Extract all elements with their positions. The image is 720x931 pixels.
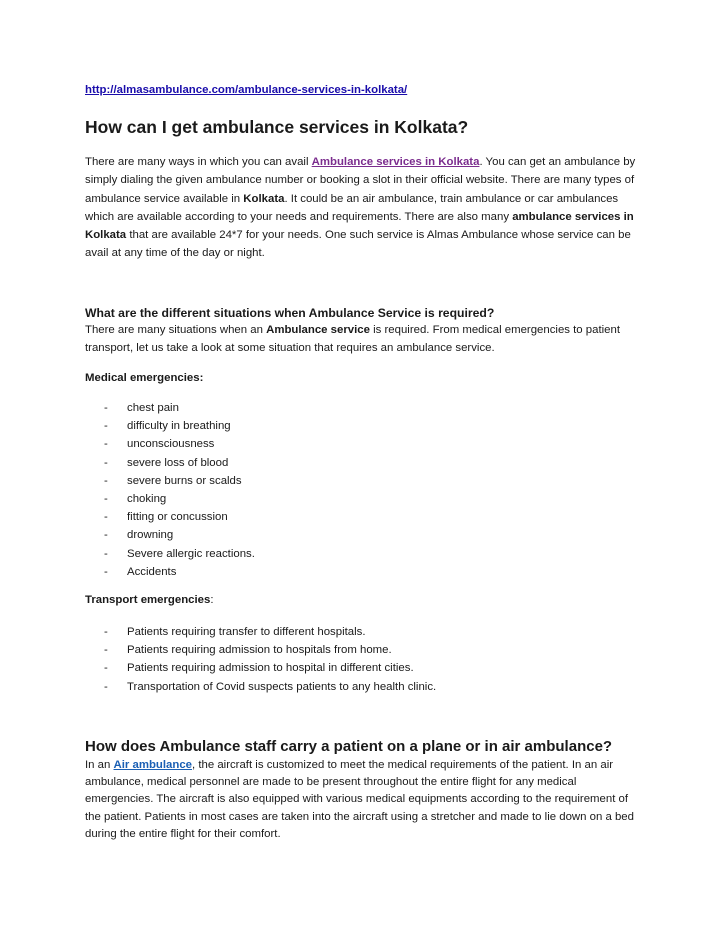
dash-bullet: -	[104, 547, 108, 560]
air-ambulance-link[interactable]: Air ambulance	[113, 759, 192, 771]
list-item	[85, 623, 436, 641]
list-item-text: drowning	[127, 529, 174, 542]
dash-bullet: -	[104, 456, 108, 469]
dash-bullet: -	[104, 438, 108, 451]
dash-bullet: -	[104, 492, 108, 505]
situations-bold: Ambulance service	[266, 324, 370, 336]
dash-bullet: -	[104, 680, 108, 693]
transport-heading-text: Transport emergencies	[85, 594, 211, 606]
transport-emergencies-list	[85, 623, 436, 696]
situations-text-2: is required. From medical emergencies to patient transport, let us take a look at some situation that requires an ambulance service.	[85, 324, 621, 355]
list-item-text: difficulty in breathing	[127, 420, 231, 433]
list-item-text: Patients requiring transfer to different hospitals.	[127, 626, 366, 638]
intro-paragraph	[85, 153, 645, 263]
air-text-1: In an	[85, 759, 114, 771]
dash-bullet: -	[104, 511, 108, 524]
situations-text-1: There are many situations when an	[85, 324, 267, 336]
list-item-text: unconsciousness	[127, 438, 215, 451]
dash-bullet: -	[104, 529, 108, 542]
intro-text-2: . You can get an ambulance by simply dialing the given ambulance number or booking a slot in their official website. There are many types of ambulance service available in	[85, 156, 636, 205]
situations-paragraph	[85, 321, 645, 358]
list-item	[85, 508, 255, 526]
dash-bullet: -	[104, 626, 108, 638]
list-item	[85, 417, 255, 435]
list-item-text: severe loss of blood	[127, 456, 229, 469]
list-item	[85, 678, 436, 696]
list-item-text: chest pain	[127, 402, 179, 414]
list-item	[85, 526, 255, 544]
intro-bold-services: ambulance services in Kolkata	[85, 210, 634, 242]
situations-heading: What are the different situations when Ambulance Service is required?	[85, 306, 495, 320]
list-item-text: severe burns or scalds	[127, 474, 242, 487]
dash-bullet: -	[104, 420, 108, 433]
dash-bullet: -	[104, 644, 108, 657]
list-item	[85, 659, 436, 677]
list-item	[85, 563, 255, 581]
dash-bullet: -	[104, 565, 108, 578]
list-item-text: choking	[127, 492, 167, 505]
medical-emergencies-list	[85, 399, 255, 581]
intro-text-1: There are many ways in which you can avail	[85, 156, 312, 168]
list-item-text: fitting or concussion	[127, 511, 228, 524]
list-item-text: Accidents	[127, 565, 177, 578]
transport-heading-colon: :	[210, 594, 214, 606]
medical-emergencies-heading: Medical emergencies:	[85, 372, 204, 384]
intro-text-3: . It could be an air ambulance, train ambulance or car ambulances which are available according to your needs and requirements. There are also many	[85, 192, 619, 223]
dash-bullet: -	[104, 662, 108, 675]
air-text-2: , the aircraft is customized to meet the medical requirements of the patient. In an air ambulance, medical personnel are made to be present throughout the entire flight for any medical emergencies. The aircraft is also equipped with various medical equipments according to the requirement of the patient. Patients in most cases are taken into the aircraft using a stretcher and made to lie down on a bed during the entire flight for their comfort.	[85, 759, 634, 840]
list-item-text: Severe allergic reactions.	[127, 547, 255, 560]
list-item-text: Patients requiring admission to hospitals from home.	[127, 644, 392, 657]
air-ambulance-heading: How does Ambulance staff carry a patient on a plane or in air ambulance?	[85, 738, 613, 755]
page-title: How can I get ambulance services in Kolkata?	[85, 117, 469, 137]
intro-text-4: that are available 24*7 for your needs. One such service is Almas Ambulance whose service can be avail at any time of the day or night.	[85, 229, 631, 260]
list-item	[85, 454, 255, 472]
list-item	[85, 545, 255, 563]
list-item	[85, 490, 255, 508]
list-item-text: Transportation of Covid suspects patients to any health clinic.	[127, 680, 437, 693]
ambulance-services-kolkata-link[interactable]: Ambulance services in Kolkata	[311, 156, 480, 168]
intro-bold-kolkata: Kolkata	[243, 192, 285, 205]
dash-bullet: -	[104, 474, 108, 487]
list-item	[85, 641, 436, 659]
dash-bullet: -	[104, 402, 108, 414]
air-ambulance-paragraph	[85, 757, 645, 843]
list-item-text: Patients requiring admission to hospital in different cities.	[127, 662, 414, 675]
list-item	[85, 435, 255, 453]
list-item	[85, 399, 255, 417]
list-item	[85, 472, 255, 490]
transport-emergencies-heading	[85, 594, 214, 606]
source-url-link[interactable]: http://almasambulance.com/ambulance-services-in-kolkata/	[85, 84, 408, 96]
